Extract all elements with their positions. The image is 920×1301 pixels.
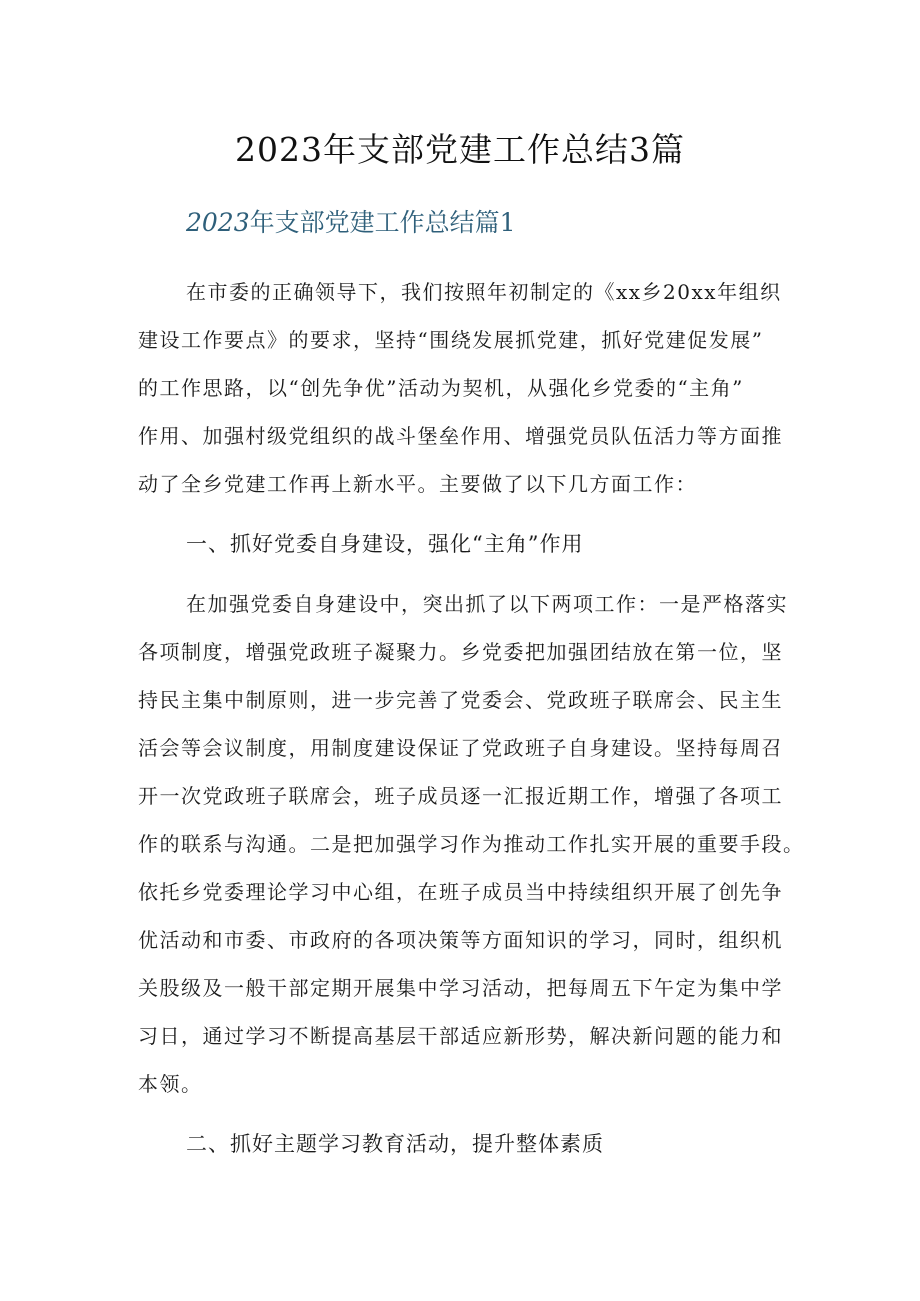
paragraph-line: 动了全乡党建工作再上新水平。主要做了以下几方面工作：: [138, 472, 697, 496]
section-heading-2: 二、抓好主题学习教育活动，提升整体素质: [186, 1132, 604, 1156]
paragraph-line: 作用、加强村级党组织的战斗堡垒作用、增强党员队伍活力等方面推: [138, 424, 783, 448]
section-subtitle: [186, 204, 516, 242]
paragraph-line: 在市委的正确领导下，我们按照年初制定的《xx乡20xx年组织: [186, 280, 782, 304]
paragraph-line: 建设工作要点》的要求，坚持“围绕发展抓党建，抓好党建促发展”: [138, 328, 764, 352]
section-heading-1: 一、抓好党委自身建设，强化“主角”作用: [186, 532, 584, 556]
subtitle-year: 2023: [186, 208, 250, 237]
paragraph-line: 各项制度，增强党政班子凝聚力。乡党委把加强团结放在第一位，坚: [138, 640, 783, 664]
paragraph-line: 的工作思路，以“创先争优”活动为契机，从强化乡党委的“主角”: [138, 376, 744, 400]
document-title: 2023年支部党建工作总结3篇: [235, 130, 685, 169]
paragraph-line: 活会等会议制度，用制度建设保证了党政班子自身建设。坚持每周召: [138, 736, 783, 760]
paragraph-line: 持民主集中制原则，进一步完善了党委会、党政班子联席会、民主生: [138, 688, 783, 712]
paragraph-line: 开一次党政班子联席会，班子成员逐一汇报近期工作，增强了各项工: [138, 784, 783, 808]
subtitle-text: 年支部党建工作总结篇1: [249, 208, 516, 237]
paragraph-line: 优活动和市委、市政府的各项决策等方面知识的学习，同时，组织机: [138, 928, 783, 952]
paragraph-line: 关股级及一般干部定期开展集中学习活动，把每周五下午定为集中学: [138, 976, 783, 1000]
intro-paragraph: [138, 268, 788, 508]
paragraph-line: 作的联系与沟通。二是把加强学习作为推动工作扎实开展的重要手段。: [138, 832, 805, 856]
paragraph-line: 在加强党委自身建设中，突出抓了以下两项工作：一是严格落实: [186, 592, 788, 616]
paragraph-line: 本领。: [138, 1072, 203, 1096]
paragraph-line: 依托乡党委理论学习中心组，在班子成员当中持续组织开展了创先争: [138, 880, 783, 904]
paragraph-line: 习日，通过学习不断提高基层干部适应新形势，解决新问题的能力和: [138, 1024, 783, 1048]
body-paragraph: [138, 580, 805, 1108]
